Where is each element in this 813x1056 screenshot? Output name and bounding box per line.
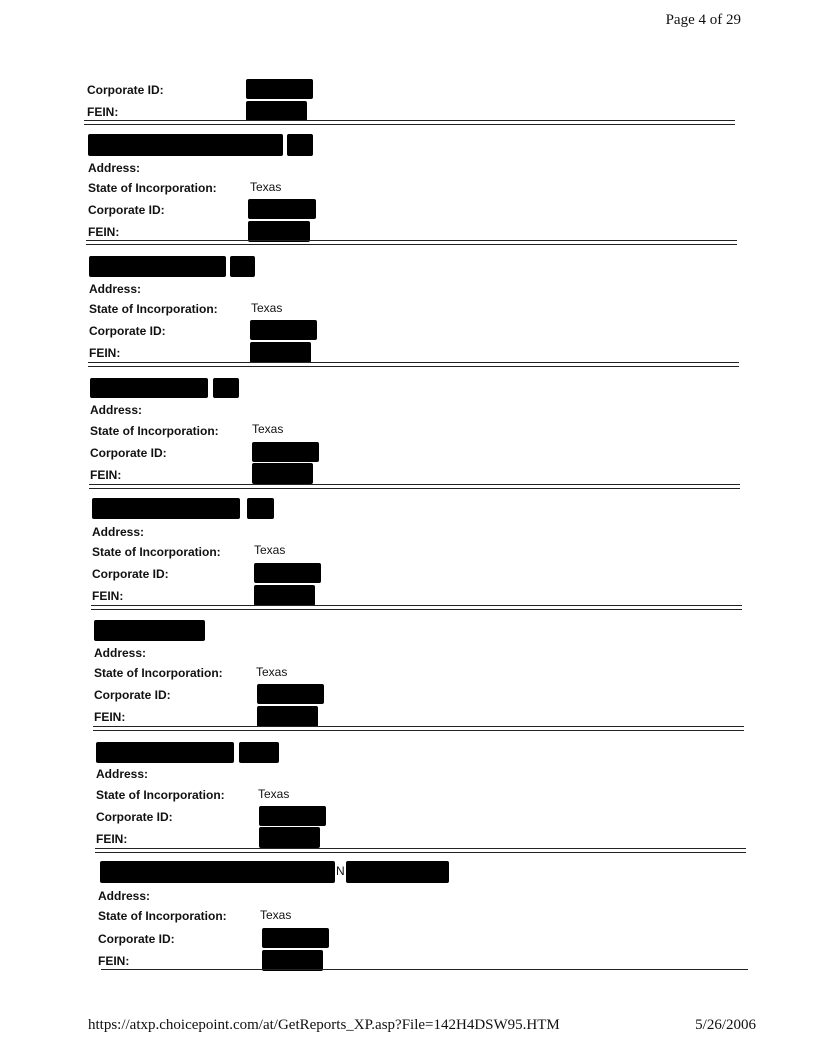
redaction-box bbox=[254, 585, 315, 606]
redaction-box bbox=[239, 742, 279, 763]
address-label: Address: bbox=[88, 161, 141, 175]
corporate-id-label: Corporate ID: bbox=[92, 567, 169, 581]
fein-label: FEIN: bbox=[96, 832, 128, 846]
report-url: https://atxp.choicepoint.com/at/GetReports_XP.asp?File=142H4DSW95.HTM bbox=[88, 1017, 560, 1033]
redaction-box bbox=[96, 742, 234, 763]
state-label: State of Incorporation: bbox=[89, 302, 218, 316]
redaction-box bbox=[254, 563, 321, 583]
address-label: Address: bbox=[96, 767, 149, 781]
redaction-box bbox=[287, 134, 313, 156]
redaction-box bbox=[94, 620, 205, 641]
redaction-box bbox=[100, 861, 335, 883]
fein-label: FEIN: bbox=[89, 346, 121, 360]
redaction-box bbox=[262, 928, 329, 948]
company-record bbox=[92, 498, 752, 618]
redaction-box bbox=[252, 442, 319, 462]
state-value: Texas bbox=[250, 180, 282, 194]
section-divider bbox=[101, 969, 748, 970]
state-label: State of Incorporation: bbox=[96, 788, 225, 802]
fein-label: FEIN: bbox=[87, 105, 119, 119]
redaction-box bbox=[250, 320, 317, 340]
address-label: Address: bbox=[90, 403, 143, 417]
page-number: Page 4 of 29 bbox=[665, 12, 741, 28]
redaction-box bbox=[246, 101, 307, 121]
redaction-box bbox=[259, 806, 326, 826]
redaction-box bbox=[92, 498, 240, 519]
company-record bbox=[90, 378, 750, 498]
fein-label: FEIN: bbox=[98, 954, 130, 968]
state-label: State of Incorporation: bbox=[88, 181, 217, 195]
redaction-box bbox=[248, 221, 310, 242]
state-label: State of Incorporation: bbox=[94, 666, 223, 680]
company-record bbox=[96, 742, 756, 862]
redaction-box bbox=[257, 706, 318, 727]
redaction-box bbox=[259, 827, 320, 848]
corporate-id-label: Corporate ID: bbox=[94, 688, 171, 702]
section-divider bbox=[93, 726, 744, 731]
redaction-box bbox=[250, 342, 311, 363]
address-label: Address: bbox=[98, 889, 151, 903]
state-value: Texas bbox=[254, 543, 286, 557]
corporate-id-label: Corporate ID: bbox=[89, 324, 166, 338]
corporate-id-label: Corporate ID: bbox=[96, 810, 173, 824]
section-divider bbox=[89, 484, 740, 489]
redaction-box bbox=[248, 199, 316, 219]
state-value: Texas bbox=[256, 665, 288, 679]
section-divider bbox=[95, 848, 746, 853]
company-record bbox=[94, 620, 754, 740]
corporate-id-label: Corporate ID: bbox=[87, 83, 164, 97]
address-label: Address: bbox=[94, 646, 147, 660]
redaction-box bbox=[90, 378, 208, 398]
corporate-id-label: Corporate ID: bbox=[98, 932, 175, 946]
state-value: Texas bbox=[251, 301, 283, 315]
section-divider bbox=[84, 120, 735, 125]
redaction-box bbox=[88, 134, 283, 156]
fein-label: FEIN: bbox=[88, 225, 120, 239]
fein-label: FEIN: bbox=[90, 468, 122, 482]
redaction-box bbox=[246, 79, 313, 99]
redaction-box bbox=[247, 498, 274, 519]
name-fragment: N bbox=[336, 864, 345, 878]
address-label: Address: bbox=[89, 282, 142, 296]
fein-label: FEIN: bbox=[92, 589, 124, 603]
fein-label: FEIN: bbox=[94, 710, 126, 724]
company-record bbox=[98, 861, 758, 981]
state-label: State of Incorporation: bbox=[98, 909, 227, 923]
company-record bbox=[88, 134, 748, 254]
section-divider bbox=[91, 605, 742, 610]
redaction-box bbox=[346, 861, 449, 883]
section-divider bbox=[88, 362, 739, 367]
section-divider bbox=[86, 240, 737, 245]
state-label: State of Incorporation: bbox=[92, 545, 221, 559]
state-label: State of Incorporation: bbox=[90, 424, 219, 438]
state-value: Texas bbox=[260, 908, 292, 922]
redaction-box bbox=[230, 256, 255, 277]
redaction-box bbox=[252, 463, 313, 484]
corporate-id-label: Corporate ID: bbox=[88, 203, 165, 217]
address-label: Address: bbox=[92, 525, 145, 539]
corporate-id-label: Corporate ID: bbox=[90, 446, 167, 460]
redaction-box bbox=[213, 378, 239, 398]
company-record bbox=[89, 256, 749, 376]
redaction-box bbox=[262, 950, 323, 971]
state-value: Texas bbox=[252, 422, 284, 436]
redaction-box bbox=[89, 256, 226, 277]
state-value: Texas bbox=[258, 787, 290, 801]
redaction-box bbox=[257, 684, 324, 704]
print-date: 5/26/2006 bbox=[695, 1017, 756, 1033]
